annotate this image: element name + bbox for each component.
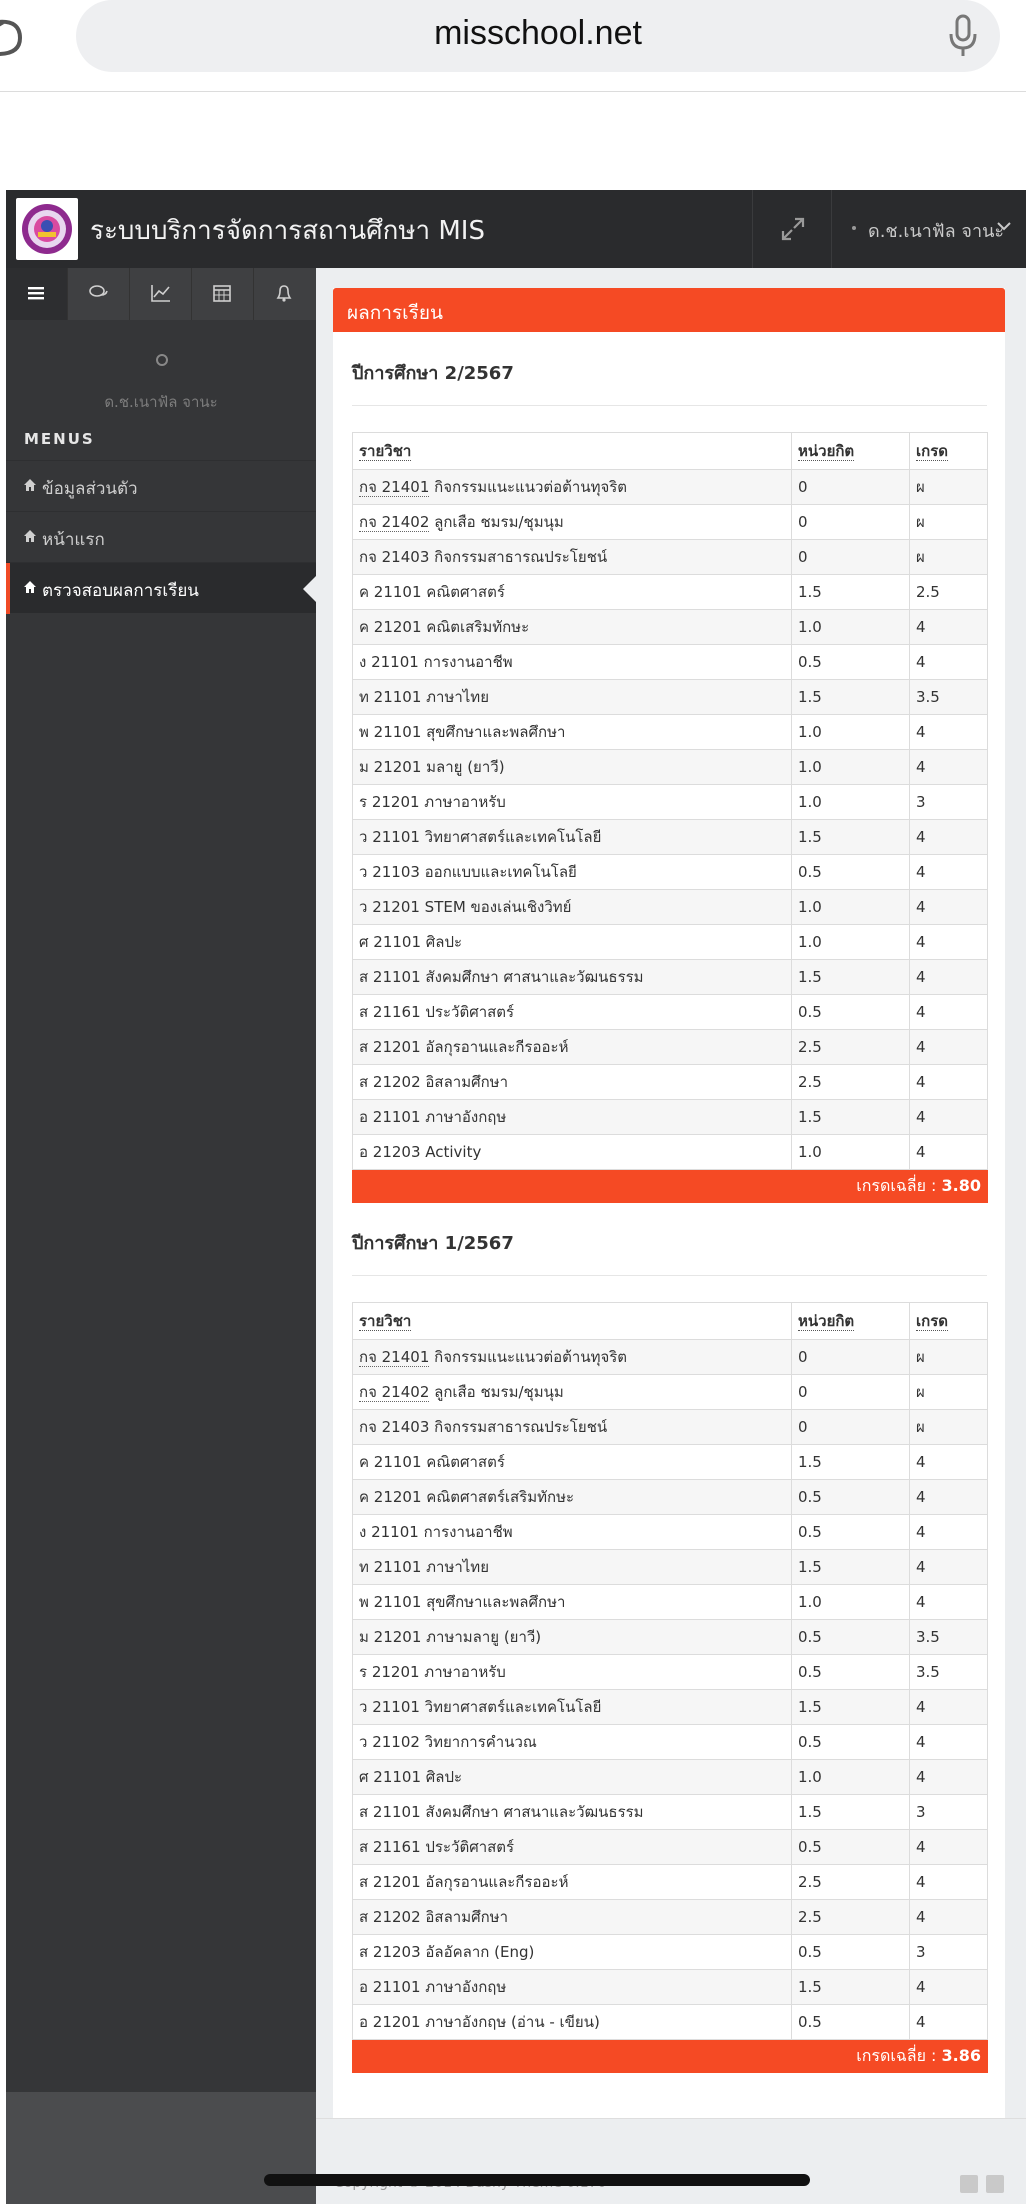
tab-calendar[interactable] xyxy=(192,268,254,320)
subject-cell xyxy=(353,1690,792,1725)
subject-cell xyxy=(353,1100,792,1135)
credits-cell: 1.5 xyxy=(792,1445,910,1480)
table-row xyxy=(353,1515,988,1550)
grade-cell: 4 xyxy=(910,1760,988,1795)
table-row xyxy=(353,1100,988,1135)
grade-cell: 4 xyxy=(910,1970,988,2005)
panel-header xyxy=(333,288,1005,332)
subject-name: ว 21103 ออกแบบและเทคโนโลยี xyxy=(359,863,577,881)
subject-name: ค 21201 คณิตศาสตร์เสริมทักษะ xyxy=(359,1488,575,1506)
credits-cell: 1.5 xyxy=(792,1795,910,1830)
subject-name: ค 21201 คณิตเสริมทักษะ xyxy=(359,618,530,636)
subject-name: ง 21101 การงานอาชีพ xyxy=(359,1523,513,1541)
grade-cell: 3 xyxy=(910,1795,988,1830)
table-row xyxy=(353,1135,988,1170)
subject-cell xyxy=(353,1935,792,1970)
subject-cell xyxy=(353,1065,792,1100)
hamburger-icon xyxy=(26,283,46,303)
table-row xyxy=(353,890,988,925)
grades-table-body xyxy=(353,470,988,1170)
fullscreen-button[interactable] xyxy=(752,190,832,268)
subject-name: ส 21203 อัลอัคลาก (Eng) xyxy=(359,1943,535,1961)
subject-name: ว 21101 วิทยาศาสตร์และเทคโนโลยี xyxy=(359,828,602,846)
grade-cell: 2.5 xyxy=(910,575,988,610)
sidebar-footer xyxy=(6,2092,316,2204)
twitter-icon[interactable] xyxy=(986,2175,1004,2193)
grade-cell: 4 xyxy=(910,1135,988,1170)
subject-name: ลูกเสือ ชมรม/ชุมนุม xyxy=(429,513,564,531)
grade-cell: 4 xyxy=(910,1515,988,1550)
subject-code-link[interactable]: กจ 21401 xyxy=(359,1348,430,1366)
credits-cell: 0 xyxy=(792,1375,910,1410)
grade-cell: 4 xyxy=(910,820,988,855)
grade-cell: 4 xyxy=(910,645,988,680)
table-row xyxy=(353,1690,988,1725)
subject-cell xyxy=(353,470,792,505)
gpa-value: 3.86 xyxy=(941,2045,981,2065)
column-header-grade[interactable]: เกรด xyxy=(910,433,988,470)
subject-name: ร 21201 ภาษาอาหรับ xyxy=(359,793,506,811)
credits-cell: 1.0 xyxy=(792,750,910,785)
subject-name: ว 21102 วิทยาการคำนวณ xyxy=(359,1733,537,1751)
table-row xyxy=(353,1865,988,1900)
grade-cell: 4 xyxy=(910,1690,988,1725)
grade-cell: 3 xyxy=(910,785,988,820)
table-row xyxy=(353,1340,988,1375)
tab-stats[interactable] xyxy=(130,268,192,320)
grades-table-body xyxy=(353,1340,988,2040)
sidebar-item-profile[interactable] xyxy=(6,460,316,511)
table-row xyxy=(353,1550,988,1585)
subject-name: ส 21201 อัลกุรอานและกีรออะห์ xyxy=(359,1038,569,1056)
subject-name: อ 21101 ภาษาอังกฤษ xyxy=(359,1978,507,1996)
subject-cell xyxy=(353,1760,792,1795)
subject-cell xyxy=(353,1445,792,1480)
grade-cell: 4 xyxy=(910,890,988,925)
subject-name: อ 21203 Activity xyxy=(359,1143,482,1161)
grade-cell: 4 xyxy=(910,750,988,785)
credits-cell: 1.0 xyxy=(792,610,910,645)
table-row xyxy=(353,750,988,785)
grade-cell: 4 xyxy=(910,1065,988,1100)
divider xyxy=(352,405,987,406)
subject-cell xyxy=(353,1550,792,1585)
url-text: misschool.net xyxy=(434,14,642,52)
table-row xyxy=(353,1480,988,1515)
subject-cell xyxy=(353,715,792,750)
subject-name: ท 21101 ภาษาไทย xyxy=(359,1558,489,1576)
credits-cell: 1.5 xyxy=(792,820,910,855)
credits-cell: 1.0 xyxy=(792,890,910,925)
grade-cell: 4 xyxy=(910,715,988,750)
table-row xyxy=(353,505,988,540)
table-row xyxy=(353,1065,988,1100)
table-row xyxy=(353,855,988,890)
credits-cell: 0 xyxy=(792,1340,910,1375)
credits-cell: 0 xyxy=(792,540,910,575)
subject-cell xyxy=(353,1135,792,1170)
column-header-subject[interactable]: รายวิชา xyxy=(353,1303,792,1340)
credits-cell: 1.5 xyxy=(792,575,910,610)
table-row xyxy=(353,1620,988,1655)
tab-chat[interactable] xyxy=(68,268,130,320)
sidebar-item-home[interactable] xyxy=(6,511,316,562)
grade-cell: 4 xyxy=(910,2005,988,2040)
grade-cell: 4 xyxy=(910,960,988,995)
subject-cell xyxy=(353,820,792,855)
subject-cell xyxy=(353,680,792,715)
menus-heading: MENUS xyxy=(24,430,95,448)
credits-cell: 0.5 xyxy=(792,1830,910,1865)
sidebar-user-name: ด.ช.เนาฟัล จานะ xyxy=(104,393,218,411)
subject-name: ว 21201 STEM ของเล่นเชิงวิทย์ xyxy=(359,898,572,916)
table-row xyxy=(353,1900,988,1935)
bell-icon xyxy=(274,283,294,303)
table-row xyxy=(353,1760,988,1795)
gpa-row xyxy=(353,2040,988,2073)
column-header-credits[interactable]: หน่วยกิต xyxy=(792,1303,910,1340)
grade-cell: 3.5 xyxy=(910,1620,988,1655)
user-name: ด.ช.เนาฟัล จานะ xyxy=(868,221,1005,242)
subject-name: ส 21202 อิสลามศึกษา xyxy=(359,1073,508,1091)
subject-name: อ 21101 ภาษาอังกฤษ xyxy=(359,1108,507,1126)
subject-cell xyxy=(353,855,792,890)
credits-cell: 1.0 xyxy=(792,785,910,820)
chart-line-icon xyxy=(150,283,172,303)
table-row xyxy=(353,1795,988,1830)
subject-cell xyxy=(353,575,792,610)
subject-name: ม 21201 ภาษามลายู (ยาวี) xyxy=(359,1628,542,1646)
table-row xyxy=(353,1585,988,1620)
grade-cell: 4 xyxy=(910,1900,988,1935)
credits-cell: 2.5 xyxy=(792,1865,910,1900)
grade-cell: 4 xyxy=(910,1030,988,1065)
credits-cell: 1.5 xyxy=(792,960,910,995)
table-row xyxy=(353,2005,988,2040)
credits-cell: 0.5 xyxy=(792,1620,910,1655)
credits-cell: 0 xyxy=(792,470,910,505)
subject-cell xyxy=(353,995,792,1030)
results-panel xyxy=(333,288,1005,2124)
top-navbar xyxy=(6,190,1026,268)
credits-cell: 2.5 xyxy=(792,1065,910,1100)
grades-table xyxy=(352,432,988,1203)
subject-cell xyxy=(353,1900,792,1935)
subject-name: ค 21101 คณิตศาสตร์ xyxy=(359,583,505,601)
tab-notifications[interactable] xyxy=(254,268,316,320)
grade-cell: 4 xyxy=(910,1585,988,1620)
subject-name: กจ 21403 กิจกรรมสาธารณประโยชน์ xyxy=(359,548,608,566)
subject-name: พ 21101 สุขศึกษาและพลศึกษา xyxy=(359,1593,566,1611)
credits-cell: 0.5 xyxy=(792,1725,910,1760)
gpa-cell: เกรดเฉลี่ย : 3.80 xyxy=(353,1170,988,1203)
subject-cell xyxy=(353,1830,792,1865)
sidebar xyxy=(6,268,316,2204)
url-field[interactable] xyxy=(76,0,1000,72)
column-header-grade[interactable]: เกรด xyxy=(910,1303,988,1340)
subject-cell xyxy=(353,1620,792,1655)
grade-cell: 4 xyxy=(910,995,988,1030)
subject-cell xyxy=(353,1375,792,1410)
grade-cell: 4 xyxy=(910,925,988,960)
grade-cell: 3.5 xyxy=(910,1655,988,1690)
subject-name: ว 21101 วิทยาศาสตร์และเทคโนโลยี xyxy=(359,1698,602,1716)
grade-cell: ผ xyxy=(910,1375,988,1410)
subject-name: ศ 21101 ศิลปะ xyxy=(359,1768,463,1786)
credits-cell: 1.5 xyxy=(792,1550,910,1585)
subject-cell xyxy=(353,1585,792,1620)
credits-cell: 0.5 xyxy=(792,855,910,890)
grade-cell: 4 xyxy=(910,1100,988,1135)
app-title: ระบบบริการจัดการสถานศึกษา MIS xyxy=(90,216,485,246)
user-menu[interactable] xyxy=(832,190,1026,268)
table-row xyxy=(353,645,988,680)
grade-cell: ผ xyxy=(910,505,988,540)
grade-cell: 4 xyxy=(910,855,988,890)
calendar-icon xyxy=(212,283,232,303)
term-heading: ปีการศึกษา 1/2567 xyxy=(352,1233,514,1254)
table-row xyxy=(353,785,988,820)
subject-cell xyxy=(353,1515,792,1550)
credits-cell: 1.5 xyxy=(792,1100,910,1135)
grade-cell: ผ xyxy=(910,1340,988,1375)
subject-cell xyxy=(353,750,792,785)
school-logo[interactable] xyxy=(16,198,78,260)
subject-code-link[interactable]: กจ 21402 xyxy=(359,513,430,531)
subject-cell xyxy=(353,540,792,575)
subject-name: ร 21201 ภาษาอาหรับ xyxy=(359,1663,506,1681)
panel-title: ผลการเรียน xyxy=(347,302,443,324)
divider xyxy=(352,1275,987,1276)
subject-cell xyxy=(353,1030,792,1065)
subject-name: ลูกเสือ ชมรม/ชุมนุม xyxy=(429,1383,564,1401)
credits-cell: 1.0 xyxy=(792,715,910,750)
subject-name: อ 21201 ภาษาอังกฤษ (อ่าน - เขียน) xyxy=(359,2013,600,2031)
table-row xyxy=(353,1830,988,1865)
microphone-icon[interactable] xyxy=(948,14,978,58)
subject-cell xyxy=(353,785,792,820)
table-row xyxy=(353,575,988,610)
table-row xyxy=(353,470,988,505)
credits-cell: 1.0 xyxy=(792,1135,910,1170)
credits-cell: 1.0 xyxy=(792,1760,910,1795)
credits-cell: 1.5 xyxy=(792,1690,910,1725)
grade-cell: 4 xyxy=(910,1865,988,1900)
subject-cell xyxy=(353,2005,792,2040)
table-row xyxy=(353,1935,988,1970)
subject-cell xyxy=(353,1865,792,1900)
facebook-icon[interactable] xyxy=(960,2175,978,2193)
table-header-row xyxy=(353,433,988,470)
credits-cell: 0.5 xyxy=(792,1935,910,1970)
app-window xyxy=(6,190,1026,2204)
credits-cell: 0.5 xyxy=(792,1655,910,1690)
grade-cell: 3 xyxy=(910,1935,988,1970)
grade-cell: 4 xyxy=(910,1480,988,1515)
chat-icon xyxy=(88,283,110,303)
subject-name: กิจกรรมแนะแนวต่อต้านทุจริต xyxy=(429,1348,628,1366)
credits-cell: 0.5 xyxy=(792,995,910,1030)
gpa-row xyxy=(353,1170,988,1203)
grade-cell: 4 xyxy=(910,1830,988,1865)
reload-icon[interactable] xyxy=(0,12,28,62)
credits-cell: 1.0 xyxy=(792,925,910,960)
subject-cell xyxy=(353,1340,792,1375)
subject-name: ส 21202 อิสลามศึกษา xyxy=(359,1908,508,1926)
credits-cell: 2.5 xyxy=(792,1030,910,1065)
sidebar-item-label: ข้อมูลส่วนตัว xyxy=(42,479,138,499)
credits-cell: 0.5 xyxy=(792,1480,910,1515)
subject-cell xyxy=(353,645,792,680)
table-row xyxy=(353,680,988,715)
grade-cell: ผ xyxy=(910,540,988,575)
subject-code-link[interactable]: กจ 21401 xyxy=(359,478,430,496)
subject-name: ส 21201 อัลกุรอานและกีรออะห์ xyxy=(359,1873,569,1891)
subject-name: ม 21201 มลายู (ยาวี) xyxy=(359,758,505,776)
grade-cell: 4 xyxy=(910,1445,988,1480)
grades-table xyxy=(352,1302,988,2073)
home-indicator xyxy=(264,2174,810,2186)
subject-cell xyxy=(353,505,792,540)
grade-cell: ผ xyxy=(910,470,988,505)
subject-cell xyxy=(353,925,792,960)
table-row xyxy=(353,1410,988,1445)
credits-cell: 0 xyxy=(792,1410,910,1445)
tab-menu[interactable] xyxy=(6,268,68,320)
credits-cell: 2.5 xyxy=(792,1900,910,1935)
user-status-dot xyxy=(852,226,856,230)
credits-cell: 0 xyxy=(792,505,910,540)
subject-name: ส 21161 ประวัติศาสตร์ xyxy=(359,1003,515,1021)
table-row xyxy=(353,1655,988,1690)
subject-name: ท 21101 ภาษาไทย xyxy=(359,688,489,706)
subject-cell xyxy=(353,1480,792,1515)
table-row xyxy=(353,1030,988,1065)
credits-cell: 1.0 xyxy=(792,1585,910,1620)
active-indicator xyxy=(303,576,316,602)
subject-name: พ 21101 สุขศึกษาและพลศึกษา xyxy=(359,723,566,741)
subject-cell xyxy=(353,610,792,645)
expand-icon xyxy=(781,217,805,241)
grade-cell: 4 xyxy=(910,610,988,645)
browser-address-bar xyxy=(0,0,1026,92)
subject-cell xyxy=(353,960,792,995)
table-row xyxy=(353,1725,988,1760)
subject-cell xyxy=(353,890,792,925)
gpa-value: 3.80 xyxy=(941,1175,981,1195)
table-row xyxy=(353,715,988,750)
subject-name: ส 21101 สังคมศึกษา ศาสนาและวัฒนธรรม xyxy=(359,968,644,986)
sidebar-item-label: หน้าแรก xyxy=(42,530,105,550)
credits-cell: 0.5 xyxy=(792,1515,910,1550)
grade-cell: 4 xyxy=(910,1550,988,1585)
subject-name: ง 21101 การงานอาชีพ xyxy=(359,653,513,671)
column-header-subject[interactable]: รายวิชา xyxy=(353,433,792,470)
table-row xyxy=(353,1375,988,1410)
home-icon xyxy=(23,478,37,492)
subject-name: ค 21101 คณิตศาสตร์ xyxy=(359,1453,505,1471)
term-heading: ปีการศึกษา 2/2567 xyxy=(352,363,514,384)
credits-cell: 1.5 xyxy=(792,680,910,715)
table-header-row xyxy=(353,1303,988,1340)
page-footer xyxy=(316,2118,1026,2204)
home-icon xyxy=(23,529,37,543)
table-row xyxy=(353,1970,988,2005)
subject-code-link[interactable]: กจ 21402 xyxy=(359,1383,430,1401)
table-row xyxy=(353,925,988,960)
grade-cell: ผ xyxy=(910,1410,988,1445)
subject-cell xyxy=(353,1795,792,1830)
subject-name: ส 21101 สังคมศึกษา ศาสนาและวัฒนธรรม xyxy=(359,1803,644,1821)
sidebar-item-grades[interactable] xyxy=(6,562,316,613)
chevron-down-icon xyxy=(996,220,1012,232)
subject-cell xyxy=(353,1655,792,1690)
table-row xyxy=(353,610,988,645)
credits-cell: 0.5 xyxy=(792,2005,910,2040)
table-row xyxy=(353,1445,988,1480)
credits-cell: 0.5 xyxy=(792,645,910,680)
subject-cell xyxy=(353,1410,792,1445)
table-row xyxy=(353,820,988,855)
subject-cell xyxy=(353,1970,792,2005)
gpa-cell: เกรดเฉลี่ย : 3.86 xyxy=(353,2040,988,2073)
subject-name: ส 21161 ประวัติศาสตร์ xyxy=(359,1838,515,1856)
main-content xyxy=(316,268,1026,2118)
grade-cell: 3.5 xyxy=(910,680,988,715)
sidebar-tabs xyxy=(6,268,316,320)
column-header-credits[interactable]: หน่วยกิต xyxy=(792,433,910,470)
subject-name: กจ 21403 กิจกรรมสาธารณประโยชน์ xyxy=(359,1418,608,1436)
table-row xyxy=(353,995,988,1030)
sidebar-item-label: ตรวจสอบผลการเรียน xyxy=(42,581,199,601)
subject-name: กิจกรรมแนะแนวต่อต้านทุจริต xyxy=(429,478,628,496)
table-row xyxy=(353,540,988,575)
table-row xyxy=(353,960,988,995)
grade-cell: 4 xyxy=(910,1725,988,1760)
credits-cell: 1.5 xyxy=(792,1970,910,2005)
subject-cell xyxy=(353,1725,792,1760)
subject-name: ศ 21101 ศิลปะ xyxy=(359,933,463,951)
home-icon xyxy=(23,580,37,594)
user-status-indicator xyxy=(156,354,168,366)
